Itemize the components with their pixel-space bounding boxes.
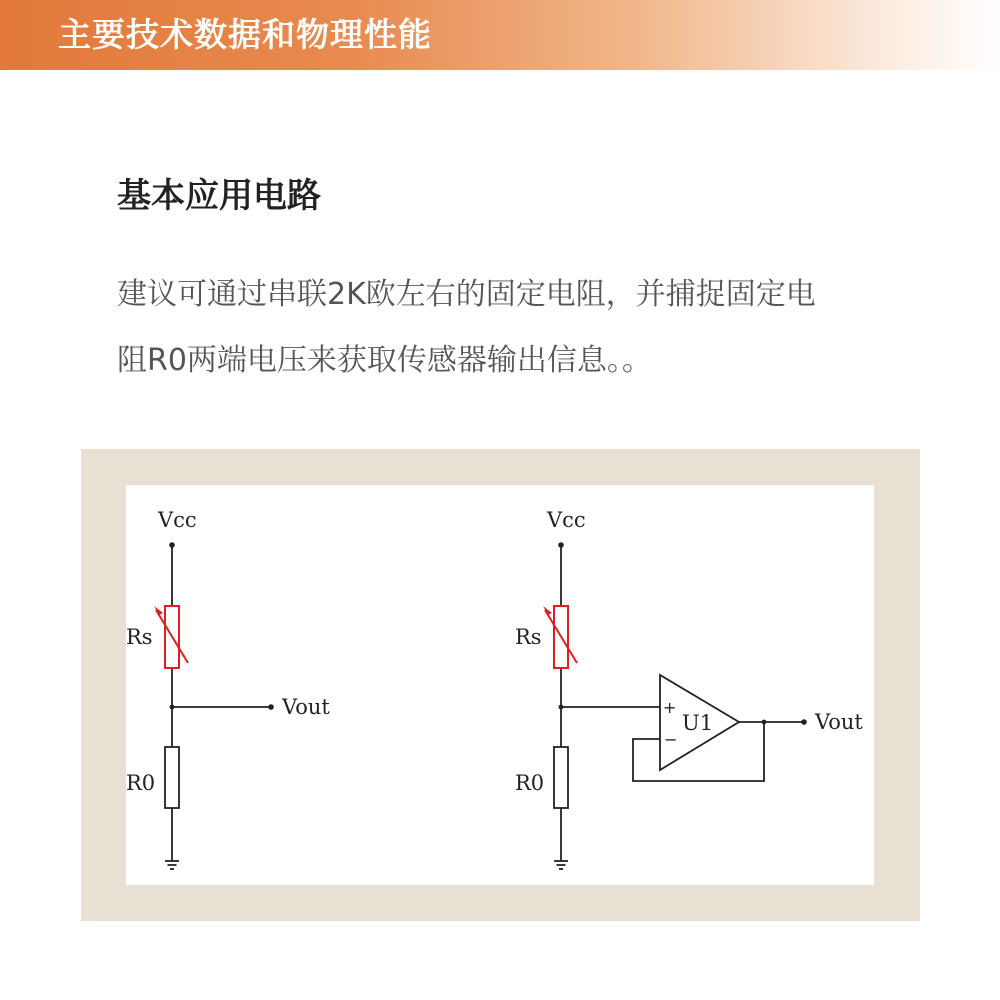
- left-rs-label: Rs: [126, 625, 153, 649]
- section-description: [117, 262, 917, 394]
- description-line-2: 阻R0两端电压来获取传感器输出信息。。: [117, 343, 652, 378]
- header-banner: [0, 0, 1000, 70]
- opamp-output-node: [762, 720, 767, 725]
- banner-title: 主要技术数据和物理性能: [58, 15, 432, 54]
- circuit-diagram: [126, 485, 874, 885]
- left-circuit: [165, 545, 269, 869]
- left-vcc-node: [169, 542, 175, 548]
- opamp-plus-label: +: [663, 698, 677, 717]
- opamp-minus-label: −: [664, 730, 678, 749]
- left-r0-label: R0: [126, 771, 156, 795]
- left-vout-node: [268, 704, 274, 710]
- right-r0-resistor: [554, 747, 568, 808]
- opamp-u1-label: U1: [682, 711, 714, 735]
- right-vcc-label: Vcc: [547, 508, 586, 532]
- left-ground-icon: [165, 861, 179, 869]
- right-junction-node: [559, 705, 564, 710]
- right-sensor-resistor: [543, 606, 577, 668]
- right-r0-label: R0: [515, 771, 545, 795]
- circuit-figure-frame: [81, 449, 920, 921]
- right-vcc-node: [558, 542, 564, 548]
- section-title: 基本应用电路: [117, 176, 321, 216]
- left-vout-label: Vout: [282, 695, 330, 719]
- right-vout-node: [801, 719, 807, 725]
- left-sensor-resistor: [154, 606, 188, 668]
- circuit-figure: [126, 485, 874, 885]
- right-rs-label: Rs: [515, 625, 542, 649]
- right-vout-label: Vout: [815, 710, 863, 734]
- left-junction-node: [170, 705, 175, 710]
- right-ground-icon: [554, 861, 568, 869]
- left-r0-resistor: [165, 747, 179, 808]
- left-vcc-label: Vcc: [158, 508, 197, 532]
- right-circuit: [554, 545, 802, 869]
- description-line-1: 建议可通过串联2K欧左右的固定电阻，并捕捉固定电: [117, 277, 816, 312]
